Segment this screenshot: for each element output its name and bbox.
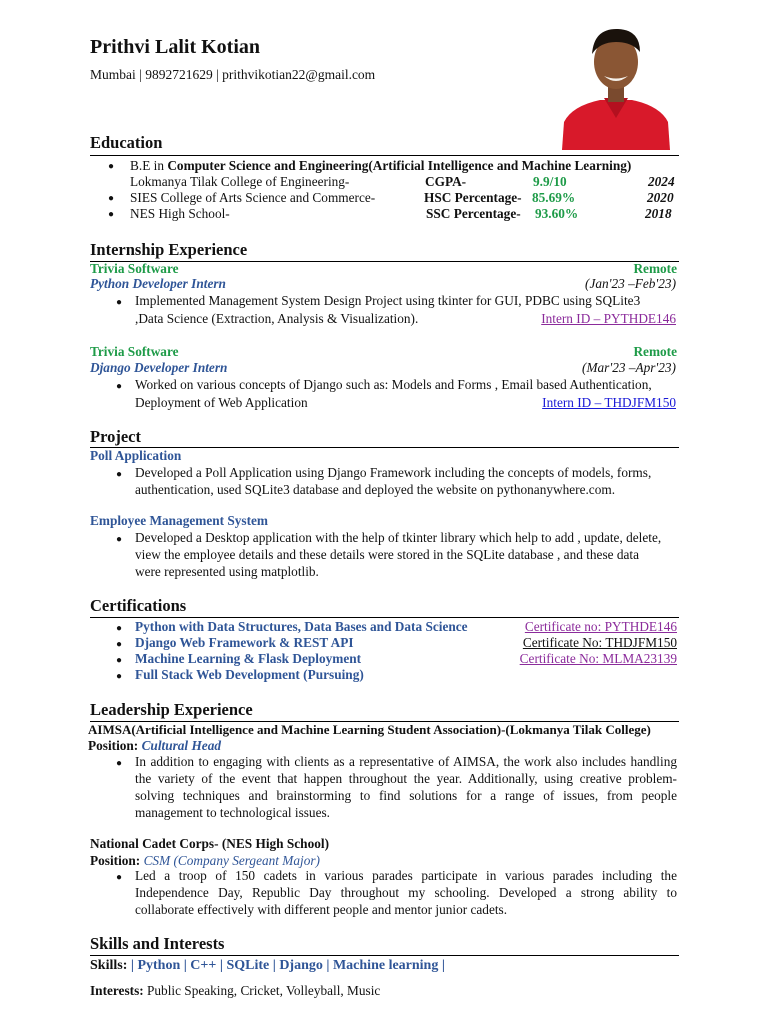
bullet: ● xyxy=(108,209,115,220)
leadership-1-line-3: solving techniques and brainstorming to find solutions for a range of issues, from people xyxy=(135,788,677,803)
intern-id-link-2[interactable]: Intern ID – THDJFM150 xyxy=(542,395,676,410)
internship-location-1: Remote xyxy=(633,261,677,276)
contact-line: Mumbai | 9892721629 | prithvikotian22@gmail.com xyxy=(90,67,376,82)
education-label-1: CGPA- xyxy=(425,174,467,189)
leadership-org-1: AIMSA(Artificial Intelligence and Machine Learning Student Association)-(Lokmanya Tilak College) xyxy=(88,722,651,737)
bullet: ● xyxy=(116,623,123,634)
bullet: ● xyxy=(108,161,115,172)
skills-line: Skills: | Python | C++ | SQLite | Django | Machine learning | xyxy=(90,958,445,973)
education-school-2: SIES College of Arts Science and Commerce- xyxy=(130,190,376,205)
project-1-line-2: authentication, used SQLite3 database and deployed the website on pythonanywhere.com. xyxy=(135,482,616,497)
project-name-2: Employee Management System xyxy=(90,513,269,528)
certification-4: Full Stack Web Development (Pursuing) xyxy=(135,667,364,682)
internship-location-2: Remote xyxy=(633,344,677,359)
project-name-1: Poll Application xyxy=(90,448,182,463)
bullet: ● xyxy=(108,193,115,204)
education-value-3: 93.60% xyxy=(535,206,579,221)
bullet: ● xyxy=(116,297,123,308)
education-year-3: 2018 xyxy=(645,206,672,221)
internship-heading: Internship Experience xyxy=(90,240,248,259)
bullet: ● xyxy=(116,671,123,682)
project-heading: Project xyxy=(90,427,141,446)
project-2-line-1: Developed a Desktop application with the help of tkinter library which help to add , update, delete, xyxy=(135,530,662,545)
certification-1: Python with Data Structures, Data Bases and Data Science xyxy=(135,619,468,634)
certificate-link-3[interactable]: Certificate No: MLMA23139 xyxy=(519,651,677,666)
internship-company-1: Trivia Software xyxy=(90,261,179,276)
skills-divider xyxy=(90,955,679,956)
education-divider xyxy=(90,155,679,156)
internship-dates-2: (Mar'23 –Apr'23) xyxy=(582,360,676,375)
certification-3: Machine Learning & Flask Deployment xyxy=(135,651,362,666)
leadership-2-line-1: Led a troop of 150 cadets in various parades participate in various parades including the xyxy=(135,868,677,883)
education-school-1: Lokmanya Tilak College of Engineering- xyxy=(130,174,350,189)
internship-role-1: Python Developer Intern xyxy=(90,276,226,291)
internship-desc-1-line-1: Implemented Management System Design Project using tkinter for GUI, PDBC using SQLite3 xyxy=(135,293,641,308)
internship-company-2: Trivia Software xyxy=(90,344,179,359)
education-label-3: SSC Percentage- xyxy=(426,206,521,221)
leadership-2-line-3: collaborate effectively with different people and mentor junior cadets. xyxy=(135,902,508,917)
leadership-1-line-4: management to technological issues. xyxy=(135,805,330,820)
education-value-1: 9.9/10 xyxy=(533,174,567,189)
education-label-2: HSC Percentage- xyxy=(424,190,522,205)
bullet: ● xyxy=(116,639,123,650)
interests-line: Interests: Public Speaking, Cricket, Volleyball, Music xyxy=(90,983,381,998)
internship-desc-1-line-2: ,Data Science (Extraction, Analysis & Visualization). xyxy=(135,311,419,326)
education-degree: B.E in Computer Science and Engineering(Artificial Intelligence and Machine Learning) xyxy=(130,158,632,173)
education-value-2: 85.69% xyxy=(532,190,576,205)
bullet: ● xyxy=(116,655,123,666)
leadership-1-line-2: the variety of the event that happen throughout the year. Additionally, using creative problem- xyxy=(135,771,677,786)
certifications-heading: Certifications xyxy=(90,596,187,615)
certifications-divider xyxy=(90,617,679,618)
bullet: ● xyxy=(116,758,123,769)
internship-dates-1: (Jan'23 –Feb'23) xyxy=(585,276,676,291)
leadership-heading: Leadership Experience xyxy=(90,700,253,719)
leadership-org-2: National Cadet Corps- (NES High School) xyxy=(90,836,329,851)
education-year-2: 2020 xyxy=(647,190,674,205)
leadership-position-1: Position: Cultural Head xyxy=(88,738,221,753)
bullet: ● xyxy=(116,534,123,545)
skills-heading: Skills and Interests xyxy=(90,934,225,953)
candidate-name: Prithvi Lalit Kotian xyxy=(90,36,260,58)
leadership-position-2: Position: CSM (Company Sergeant Major) xyxy=(90,853,320,868)
bullet: ● xyxy=(116,872,123,883)
bullet: ● xyxy=(116,469,123,480)
leadership-2-line-2: Independence Day, Republic Day throughout my schooling. Developed a strong ability to xyxy=(135,885,677,900)
education-heading: Education xyxy=(90,133,163,152)
certificate-link-1[interactable]: Certificate no: PYTHDE146 xyxy=(524,619,677,634)
internship-desc-2-line-1: Worked on various concepts of Django such as: Models and Forms , Email based Authentication, xyxy=(135,377,652,392)
certification-2: Django Web Framework & REST API xyxy=(135,635,354,650)
education-school-3: NES High School- xyxy=(130,206,230,221)
leadership-1-line-1: In addition to engaging with clients as a representative of AIMSA, the work also includes handling xyxy=(135,754,677,769)
project-1-line-1: Developed a Poll Application using Django Framework including the concepts of models, forms, xyxy=(135,465,652,480)
project-2-line-3: were represented using matplotlib. xyxy=(135,564,319,579)
profile-photo xyxy=(558,14,674,150)
certificate-link-2[interactable]: Certificate No: THDJFM150 xyxy=(522,635,677,650)
project-2-line-2: view the employee details and these details were stored in the SQLite database , and these data xyxy=(135,547,639,562)
internship-desc-2-line-2: Deployment of Web Application xyxy=(135,395,308,410)
intern-id-link-1[interactable]: Intern ID – PYTHDE146 xyxy=(541,311,676,326)
education-year-1: 2024 xyxy=(648,174,675,189)
bullet: ● xyxy=(116,381,123,392)
internship-role-2: Django Developer Intern xyxy=(90,360,228,375)
